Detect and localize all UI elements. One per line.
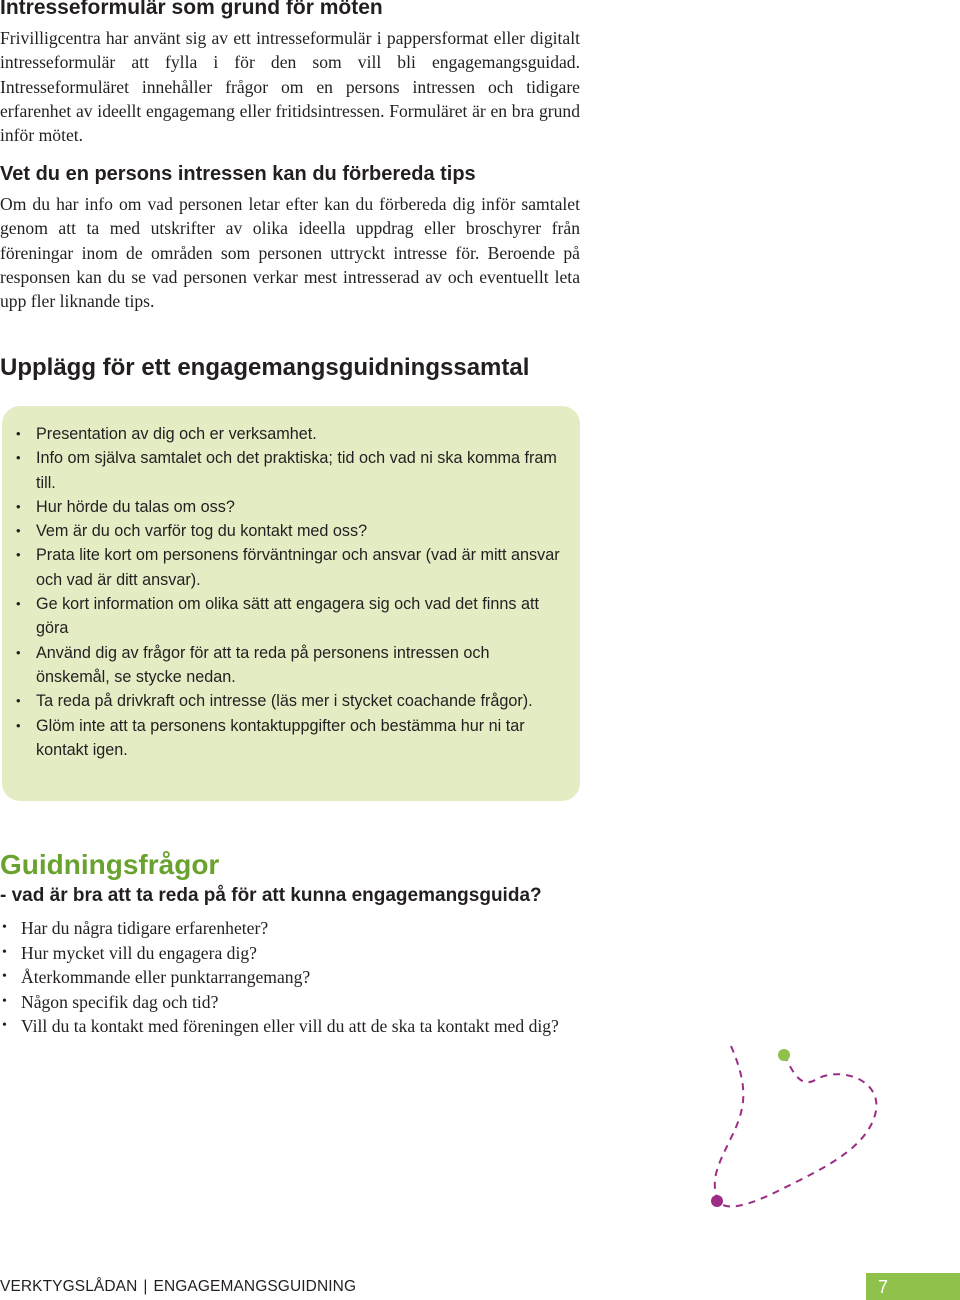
page-number: 7 [878, 1277, 889, 1297]
question-item [0, 1014, 580, 1039]
agenda-item-text: Ge kort information om olika sätt att engagera sig och vad det finns att göra [36, 595, 539, 638]
section-heading-interest-form: Intresseformulär som grund för möten [0, 0, 383, 19]
bullet: • [16, 596, 21, 612]
question-text: Har du några tidigare erfarenheter? [21, 918, 269, 938]
guide-questions-title: Guidningsfrågor [0, 849, 220, 880]
guide-questions-subtitle: - vad är bra att ta reda på för att kunna engagemangsguida? [0, 885, 542, 906]
agenda-item-text: Använd dig av frågor för att ta reda på personens intressen och önskemål, se stycke nedan. [36, 643, 490, 686]
question-item [0, 941, 580, 966]
bullet: • [16, 523, 21, 539]
section-heading-prepare-tips: Vet du en persons intressen kan du förbereda tips [0, 163, 476, 185]
agenda-item-text: Ta reda på drivkraft och intresse (läs mer i stycket coachande frågor). [36, 692, 533, 711]
agenda-title: Upplägg för ett engagemangsguidningssamtal [0, 354, 530, 381]
agenda-item-text: Info om själva samtalet och det praktiska; tid och vad ni ska komma fram till. [36, 449, 557, 492]
bullet: • [16, 498, 21, 514]
dashed-path-illustration [690, 1030, 940, 1230]
agenda-item [16, 446, 561, 495]
dashed-path-line [715, 1046, 877, 1207]
agenda-item [16, 519, 561, 543]
bullet: • [2, 920, 7, 935]
bullet: • [16, 547, 21, 563]
agenda-item-text: Glöm inte att ta personens kontaktuppgifter och bestämma hur ni tar kontakt igen. [36, 716, 525, 759]
agenda-item [16, 543, 561, 592]
footer-left-label: VERKTYGSLÅDAN [0, 1278, 138, 1295]
bullet: • [16, 717, 21, 733]
bullet: • [2, 944, 7, 960]
bullet: • [2, 993, 7, 1009]
agenda-item [16, 641, 561, 690]
question-text: Hur mycket vill du engagera dig? [21, 942, 257, 963]
bullet: • [16, 644, 21, 660]
footer-separator: | [143, 1278, 148, 1295]
question-item [0, 990, 580, 1015]
agenda-item-text: Vem är du och varför tog du kontakt med oss? [36, 522, 368, 541]
agenda-item [16, 689, 561, 713]
question-text: Vill du ta kontakt med föreningen eller vill du att de ska ta kontakt med dig? [21, 1016, 559, 1036]
bullet: • [2, 969, 7, 984]
page-footer [0, 1277, 356, 1297]
agenda-item [16, 495, 561, 519]
agenda-list [16, 422, 561, 762]
agenda-item [16, 592, 561, 641]
agenda-item-text: Hur hörde du talas om oss? [36, 497, 235, 516]
agenda-item [16, 422, 561, 446]
path-end-dot-green [778, 1049, 790, 1061]
agenda-item-text: Prata lite kort om personens förväntningar och ansvar (vad är mitt ansvar och vad är ditt ansvar). [36, 546, 560, 589]
interest-form-paragraph: Frivilligcentra har använt sig av ett intresseformulär i pappersformat eller digitalt intresseformulär att fylla i för den som vill bli engagemangsguidad. Intresseformuläret innehåller frågor om en persons intressen och tidigare erfarenhet av ideellt engagemang eller fritidsintressen. Formuläret är en bra grund inför mötet. [0, 28, 580, 146]
agenda-item-text: Presentation av dig och er verksamhet. [36, 425, 317, 443]
footer-right-label: ENGAGEMANGSGUIDNING [153, 1278, 357, 1295]
bullet: • [2, 1018, 7, 1033]
prepare-tips-paragraph: Om du har info om vad personen letar efter kan du förbereda dig inför samtalet genom att ta med utskrifter av olika ideella uppdrag eller broschyrer från föreningar inom de områden som personen uttryckt intresse för. Beroende på responsen kan du se vad personen verkar mest intresserad av och eventuellt leta upp fler liknande tips. [0, 194, 580, 312]
question-item [0, 916, 580, 941]
path-start-dot-purple [711, 1195, 723, 1207]
agenda-item [16, 714, 561, 763]
question-text: Återkommande eller punktarrangemang? [21, 967, 311, 987]
bullet: • [16, 693, 21, 709]
question-item [0, 965, 580, 990]
bullet: • [16, 426, 21, 441]
guide-questions-list [0, 916, 580, 1039]
question-text: Någon specifik dag och tid? [21, 991, 219, 1012]
bullet: • [16, 450, 21, 466]
